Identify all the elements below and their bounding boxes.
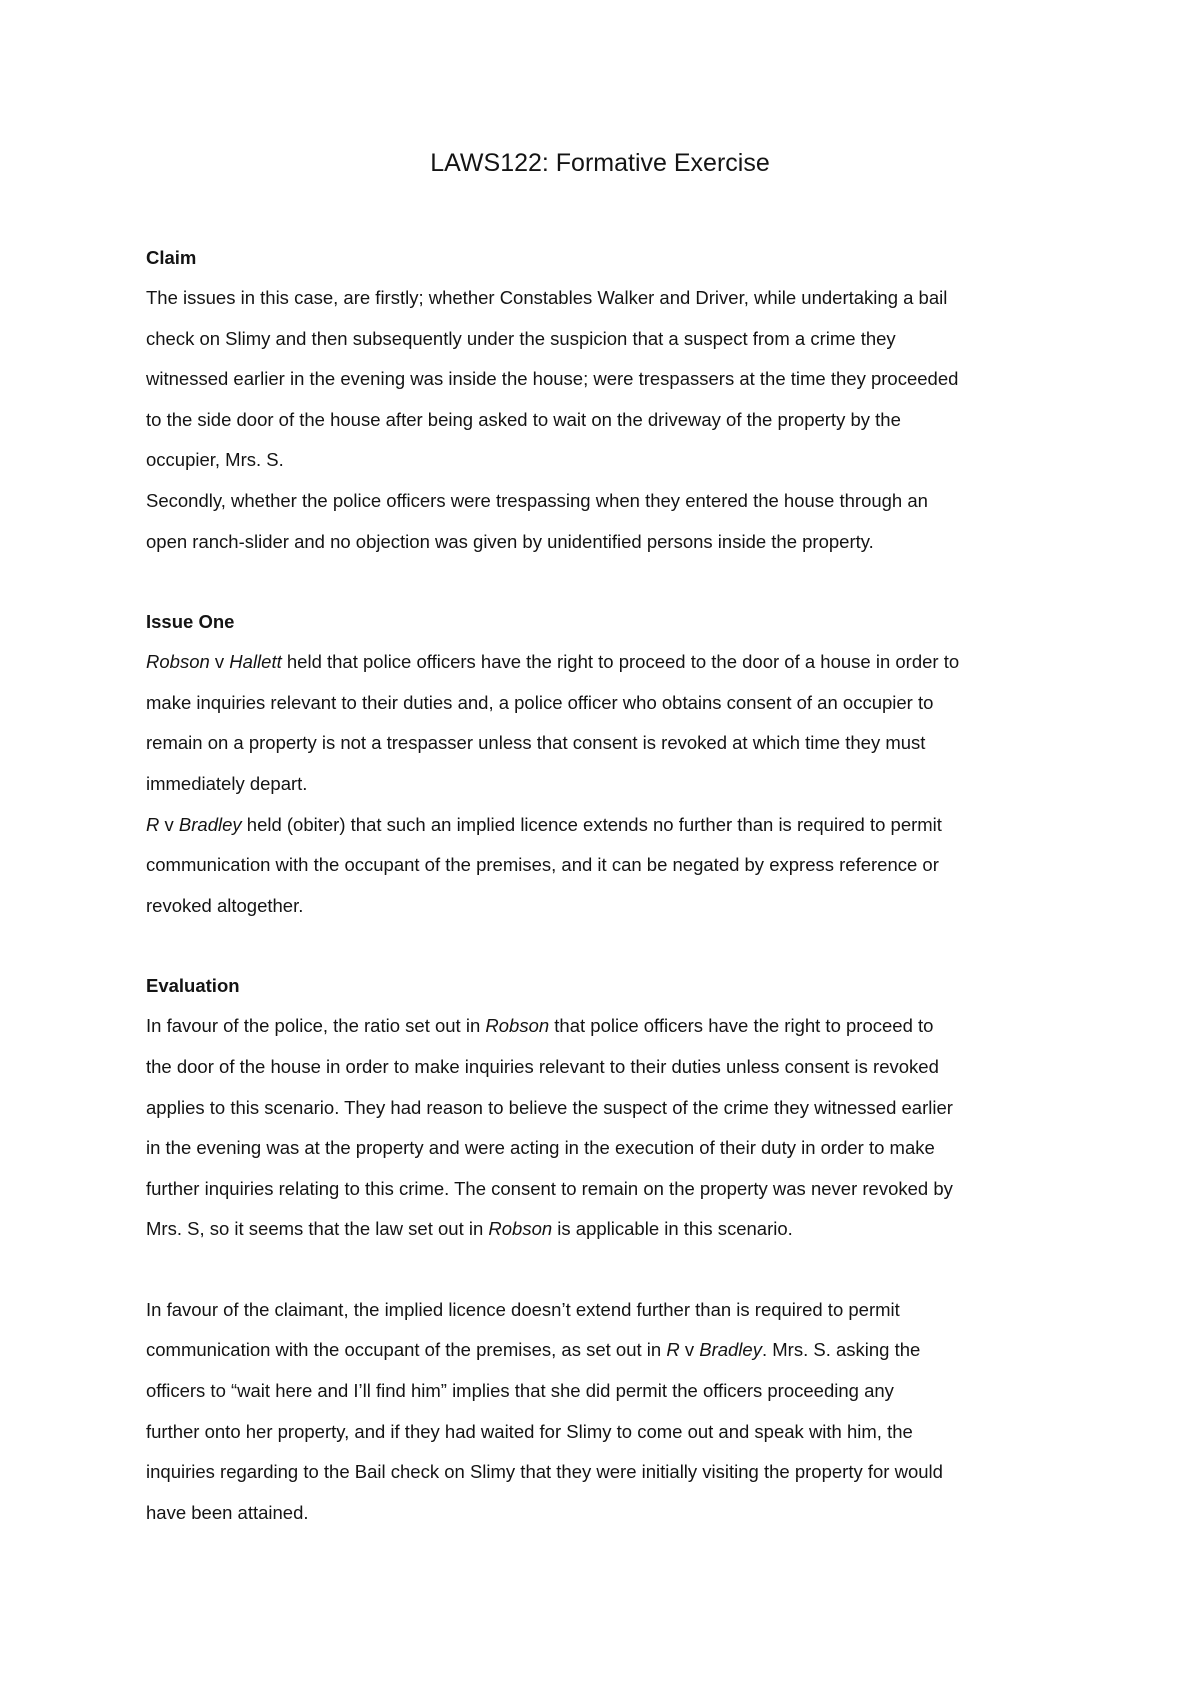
text-line: witnessed earlier in the evening was inside the house; were trespassers at the time they proceeded [146,368,959,390]
text-line: revoked altogether. [146,894,304,916]
claim-paragraph-2 [146,481,1076,562]
case-versus: v [209,651,230,673]
text-line [146,1209,1076,1250]
case-name: Hallett [229,651,282,673]
section-spacer [146,926,1076,966]
text-line: have been attained. [146,1501,309,1523]
text-line: In favour of the claimant, the implied licence doesn’t extend further than is required to permit [146,1298,900,1320]
text-run: held (obiter) that such an implied licence extends no further than is required to permit [241,813,942,835]
case-name: Bradley [178,813,242,835]
text-line: check on Slimy and then subsequently under the suspicion that a suspect from a crime they [146,327,896,349]
text-line: the door of the house in order to make inquiries relevant to their duties unless consent is revoked [146,1055,939,1077]
case-versus: v [159,813,179,835]
text-line [146,1330,1076,1371]
issue-one-paragraph-1 [146,642,1076,804]
text-line: open ranch-slider and no objection was given by unidentified persons inside the property. [146,530,874,552]
case-name: Robson [488,1218,553,1240]
text-line: The issues in this case, are firstly; whether Constables Walker and Driver, while undertaking a bail [146,287,948,308]
text-run: is applicable in this scenario. [552,1218,793,1240]
text-line: further inquiries relating to this crime. The consent to remain on the property was never revoked by [146,1177,953,1199]
case-name: Robson [485,1015,550,1037]
text-line: officers to “wait here and I’ll find him” implies that she did permit the officers proceeding any [146,1380,894,1402]
text-line: further onto her property, and if they had waited for Slimy to come out and speak with him, the [146,1420,913,1442]
text-line: occupier, Mrs. S. [146,449,284,471]
text-line: inquiries regarding to the Bail check on Slimy that they were initially visiting the property for would [146,1461,943,1483]
claim-heading: Claim [146,247,197,268]
text-line: to the side door of the house after being asked to wait on the driveway of the property by the [146,408,901,430]
text-line [146,805,1076,846]
evaluation-heading: Evaluation [146,975,240,997]
case-name: R [666,1339,680,1361]
text-run: . Mrs. S. asking the [761,1339,921,1361]
text-run: that police officers have the right to proceed to [549,1015,934,1037]
section-spacer [146,562,1076,602]
text-line [146,1006,1076,1047]
text-line: remain on a property is not a trespasser unless that consent is revoked at which time they must [146,732,926,754]
claim-paragraph-1 [146,278,1076,481]
document-body [146,238,1076,1533]
text-line: immediately depart. [146,772,308,794]
evaluation-paragraph-2 [146,1290,1076,1534]
case-name: Bradley [699,1339,762,1361]
document-title: LAWS122: Formative Exercise [430,149,770,177]
text-run: In favour of the police, the ratio set out in [146,1015,486,1037]
case-name: R [146,813,160,835]
text-line [146,642,1076,683]
case-name: Robson [146,651,210,673]
text-line: in the evening was at the property and were acting in the execution of their duty in order to make [146,1137,935,1159]
text-run: held that police officers have the right to proceed to the door of a house in order to [281,651,960,673]
case-versus: v [679,1339,700,1361]
text-run: communication with the occupant of the premises, as set out in [146,1339,667,1361]
issue-one-paragraph-2 [146,805,1076,927]
text-line: Secondly, whether the police officers were trespassing when they entered the house through an [146,489,928,511]
issue-one-heading: Issue One [146,611,235,633]
text-line: make inquiries relevant to their duties and, a police officer who obtains consent of an occupier to [146,691,934,713]
text-line: communication with the occupant of the premises, and it can be negated by express reference or [146,854,939,876]
text-line: applies to this scenario. They had reason to believe the suspect of the crime they witnessed earlier [146,1096,953,1118]
text-run: Mrs. S, so it seems that the law set out in [146,1218,489,1240]
evaluation-paragraph-1 [146,1006,1076,1250]
paragraph-spacer [146,1250,1076,1290]
